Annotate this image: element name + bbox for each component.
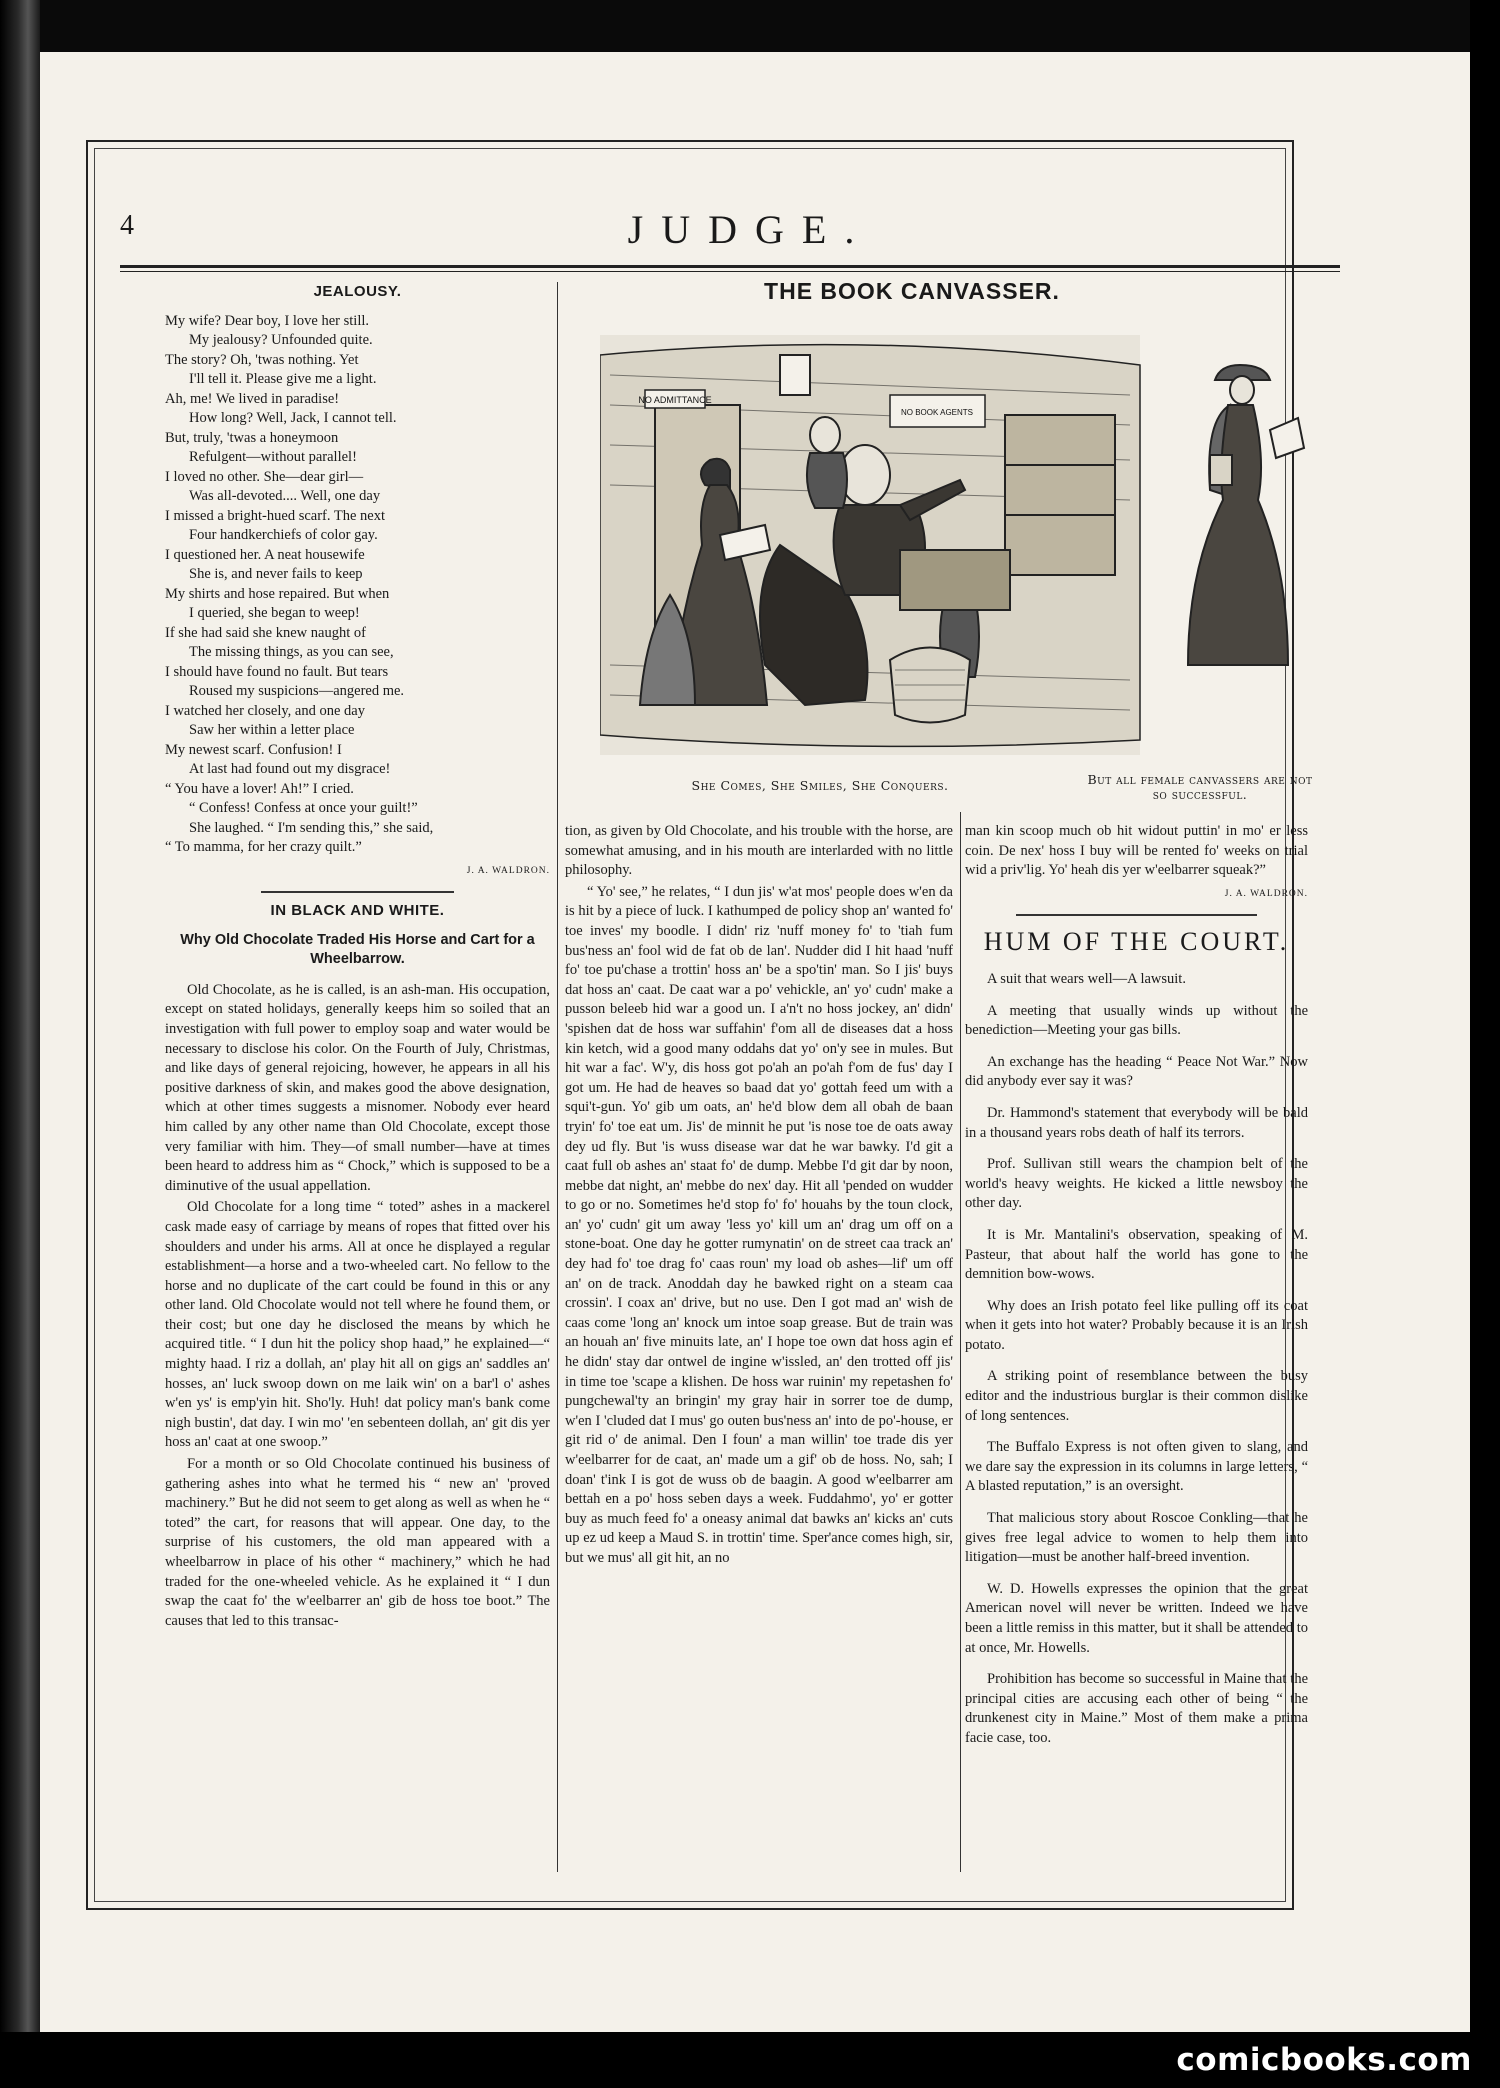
section-rule (261, 891, 454, 893)
poem-line: She laughed. “ I'm sending this,” she said, (189, 819, 434, 836)
paragraph: The Buffalo Express is not often given to slang, and we dare say the expression in its columns in large letters, “ A blasted reputation,” is an oversight. (965, 1439, 1308, 1495)
cartoon-title: THE BOOK CANVASSER. (764, 278, 1060, 304)
poem-line: How long? Well, Jack, I cannot tell. (189, 410, 397, 427)
poem-line: The missing things, as you can see, (189, 644, 394, 661)
poem-line: My newest scarf. Confusion! I (165, 741, 342, 758)
poem-line: Roused my suspicions—angered me. (189, 683, 405, 700)
poem-line: “ To mamma, for her crazy quilt.” (165, 839, 362, 856)
poem-line: Refulgent—without parallel! (189, 449, 357, 466)
column-middle (565, 822, 953, 1571)
scan-right-edge (1470, 0, 1500, 2088)
paragraph: A striking point of resemblance between the busy editor and the industrious burglar is their common dislike of long sentences. (965, 1368, 1308, 1424)
column-right (965, 822, 1308, 1761)
column-left (165, 276, 550, 1633)
poem-line: “ Confess! Confess at once your guilt!” (189, 800, 418, 817)
watermark-text: comicbooks.com (1176, 2042, 1472, 2078)
cartoon-illustration (600, 335, 1340, 755)
paragraph: man kin scoop much ob hit widout puttin' in mo' er less coin. De nex' hoss I buy will be rented fo' weeks on trial wid a priv'lig. Yo' heah dis yer w'eelbarrer squeak?” (965, 823, 1308, 879)
section-rule-2 (1016, 914, 1256, 916)
cartoon-unsuccessful-canvasser (1188, 365, 1304, 665)
story-signature: J. A. WALDRON. (1224, 888, 1308, 899)
masthead-rule-thick (120, 265, 1340, 268)
door-sign-text: NO ADMITTANCE (638, 395, 712, 405)
column-divider-2 (960, 812, 961, 1872)
poem-line: I missed a bright-hued scarf. The next (165, 507, 385, 524)
book-binding-edge (0, 0, 40, 2088)
paragraph: An exchange has the heading “ Peace Not War.” Now did anybody ever say it was? (965, 1053, 1308, 1090)
poem-line: Was all-devoted.... Well, one day (189, 488, 381, 505)
poem-line: I queried, she began to weep! (189, 605, 360, 622)
paragraph: For a month or so Old Chocolate continued his business of gathering ashes into what he termed his “ new an' 'proved machinery.” But he did not seem to get along as well as when he “ toted” the cart, for reasons that will appear. One day, to the surprise of his customers, the old man appeared with a wheelbarrow in place of his other “ machinery,” which he had traded for the one-wheeled vehicle. As he explained it “ I dun swap the caat fo' the w'eelbarrer an' gib de hoss toe boot.” The causes that led to this transac- (165, 1456, 550, 1629)
poem-line: The story? Oh, 'twas nothing. Yet (165, 351, 359, 368)
masthead-title: JUDGE. (627, 207, 873, 252)
paragraph: Old Chocolate, as he is called, is an ash-man. His occupation, except on stated holidays, generally keeps him so soiled that an investigation with full power to employ soap and water would be necessary to disclose his color. On the Fourth of July, Christmas, and like days of general rejoicing, however, he appears in all his positive darkness of skin, and makes good the above designation, which at other times suggests a misnomer. Nobody ever heard him called by any other name than Old Chocolate, except those very familiar with him. They—of small number—have at times been heard to address him as “ Chock,” which is supposed to be a diminutive of the usual appellation. (165, 981, 550, 1194)
story-column-1 (165, 981, 550, 1632)
paragraph: W. D. Howells expresses the opinion that the great American novel will never be written. Indeed we have been a little remiss in this matter, but it shall be attended to at once, Mr. Howells. (965, 1580, 1308, 1656)
poem-line: She is, and never fails to keep (189, 566, 363, 583)
poem-line: Four handkerchiefs of color gay. (189, 527, 378, 544)
cartoon-office-scene (600, 335, 1140, 755)
poem-line: “ You have a lover! Ah!” I cried. (165, 780, 354, 797)
poem-line: I'll tell it. Please give me a light. (189, 371, 377, 388)
poem-title: JEALOUSY. (313, 283, 402, 300)
poem-line: I should have found no fault. But tears (165, 663, 389, 680)
story-subtitle: Why Old Chocolate Traded His Horse and Cart for a Wheelbarrow. (180, 931, 535, 967)
cartoon-caption-left: She Comes, She Smiles, She Conquers. (691, 778, 949, 793)
poem-line: If she had said she knew naught of (165, 624, 366, 641)
paragraph: Why does an Irish potato feel like pulling off its coat when it gets into hot water? Probably because it is an Irish potato. (965, 1297, 1308, 1353)
hum-of-the-court (965, 970, 1308, 1749)
poem-line: But, truly, 'twas a honeymoon (165, 429, 339, 446)
poem-line: I loved no other. She—dear girl— (165, 468, 364, 485)
column-divider-1 (557, 282, 558, 1872)
story-column-2 (565, 822, 953, 1569)
paragraph: That malicious story about Roscoe Conkling—that he gives free legal advice to women to help them into litigation—must be another half-breed invention. (965, 1510, 1308, 1566)
paragraph: A suit that wears well—A lawsuit. (987, 970, 1186, 987)
cartoon-caption-right: But all female canvassers are not so successful. (1087, 772, 1313, 802)
paragraph: A meeting that usually winds up without the benediction—Meeting your gas bills. (965, 1002, 1308, 1039)
hum-title: HUM OF THE COURT. (983, 927, 1290, 957)
paragraph: Dr. Hammond's statement that everybody will be bald in a thousand years robs death of half its terrors. (965, 1104, 1308, 1141)
paragraph: “ Yo' see,” he relates, “ I dun jis' w'at mos' people does w'en da is hit by a piece of luck. I kathumped de policy shop an' wanted fo' toe inves' my boodle. I didn' riz 'nuff money fo' to 'tiah fum bus'ness an' fool wid de fat ob de lan'. Nudder did I hit haad 'nuff fo' toe pu'chase a trottin' hoss an' be a spo'tin' man. So I jis' buys dat hoss an' caat. De caat war a po' vehickle, an' yo' cudn' make a pusson beleeb hid war a good un. I a'n't no hoss jockey, an' didn' 'spishen dat de hoss war suffahin' f'om all de diseases dat a hoss kin ketch, wid a good many oddahs dat yo' on'y see in mules. But hit war a fac'. W'y, dis hoss got po'ah an po'ah f'om de fus' day I got um. He had de heaves so baad dat yo' gottah feed um with a squi't-gun. Yo' gib um oats, an' he'd blow dem all obah de baan tryin' fo' toe eat um. Jis' de minnit he put 'is nose toe de oats away dey ud fly. But 'is wuss disease war dat he war bawky. I'd git a caat full ob ashes an' staat fo' de dump. Mebbe I'd git dar by noon, mebbe dat night, an' mebbe do nex' day. Hit all 'pended on wudder to go or no. Sometimes he'd stop fo' fo' houahs by the toun clock, an' yo' cudn' git um away 'less yo' kill um an' drag um off on a stone-boat. One day he gotter rumynatin' on de street caa track an' dey had fo' toe drag fo' caas roun' my load ob ashes—lif' um off an' on de track. Anoddah day he bawked right on a steam caa crossin'. I coax an' drive, but no use. Den I got mad an' wish de caas come 'long an' knock um intoe soap grease. But de train was an houah an' five minuits late, an' I hope toe own dat hoss agin ef he didn' stay dar ontwel de ingine w'issled, an' den trotted off jis' in time toe 'scape a klishen. De hoss war ruinin' my repetashen fo' pungchewal'ty an bringin' my gray hair in sorrer toe de dump, w'en I 'cluded dat I mus' go outen bus'ness an' into de po'-house, er git rid o' de animal. Den I foun' a man willin' toe trade dis yer w'eelbarrer for de caat, an' made um a gif' ob de hoss. No, sah; I doan' t'ink I is got de wuss ob de baagin. A good w'eelbarrer am bettah en a po' hoss seben days a week. Fuddahmo', yo' er gotter buy as much feed fo' a oneasy animal dat bawks an' kicks an' cuts up ez ud keep a Maud S. in trottin' time. Sper'ance comes high, sir, but we mus' all git hit, an no (565, 883, 953, 1566)
wall-sign-text: NO BOOK AGENTS (900, 408, 974, 417)
poem-line: My jealousy? Unfounded quite. (189, 332, 373, 349)
poem-line: Ah, me! We lived in paradise! (165, 390, 340, 407)
paragraph: tion, as given by Old Chocolate, and his trouble with the horse, are somewhat amusing, and in his mouth are interlarded with no little philosophy. (565, 823, 953, 879)
story-column-3 (965, 822, 1308, 881)
poem-line: My shirts and hose repaired. But when (165, 585, 390, 602)
paragraph: Old Chocolate for a long time “ toted” ashes in a mackerel cask made easy of carriage by means of ropes that fitted over his shoulders and under his arms. All at once he displayed a regular establishment—a horse and a two-wheeled cart. No fellow to the horse and no duplicate of the cart could be found in this or any other land. Old Chocolate would not tell where he found them, or their cost; but one day he disclosed the means by which he acquired title. “ I dun hit the policy shop haad,” he explained—“ mighty haad. I riz a dollah, an' play hit all on gigs an' saddles an' hosses, an' luck swoop down on me laik win' on a bar'l o' ashes w'en ys' is emp'yin hit. Sho'ly. Huh! dat policy man's bank come nigh bustin', dat day. I win mo' 'en sebenteen dollah, an' git dis yer hoss an' caat at one swoop.” (165, 1199, 550, 1451)
poem-line: At last had found out my disgrace! (189, 761, 391, 778)
poem-line: Saw her within a letter place (189, 722, 355, 739)
poem-jealousy (165, 312, 550, 858)
poem-line: I watched her closely, and one day (165, 702, 365, 719)
poem-line: I questioned her. A neat housewife (165, 546, 365, 563)
poem-line: My wife? Dear boy, I love her still. (165, 312, 370, 329)
masthead-rule-thin (120, 271, 1340, 272)
story-title: IN BLACK AND WHITE. (270, 902, 445, 920)
paragraph: Prohibition has become so successful in Maine that the principal cities are accusing each other of being “ the drunkenest city in Maine.” Most of them make a prima facie case, too. (965, 1671, 1308, 1746)
poem-signature: J. A. WALDRON. (466, 865, 550, 876)
paragraph: It is Mr. Mantalini's observation, speaking of M. Pasteur, that about half the world has gone to the demnition bow-wows. (965, 1226, 1308, 1283)
paragraph: Prof. Sullivan still wears the champion belt of the world's heavy weights. He kicked a little newsboy the other day. (965, 1156, 1308, 1212)
page-number: 4 (120, 210, 134, 241)
